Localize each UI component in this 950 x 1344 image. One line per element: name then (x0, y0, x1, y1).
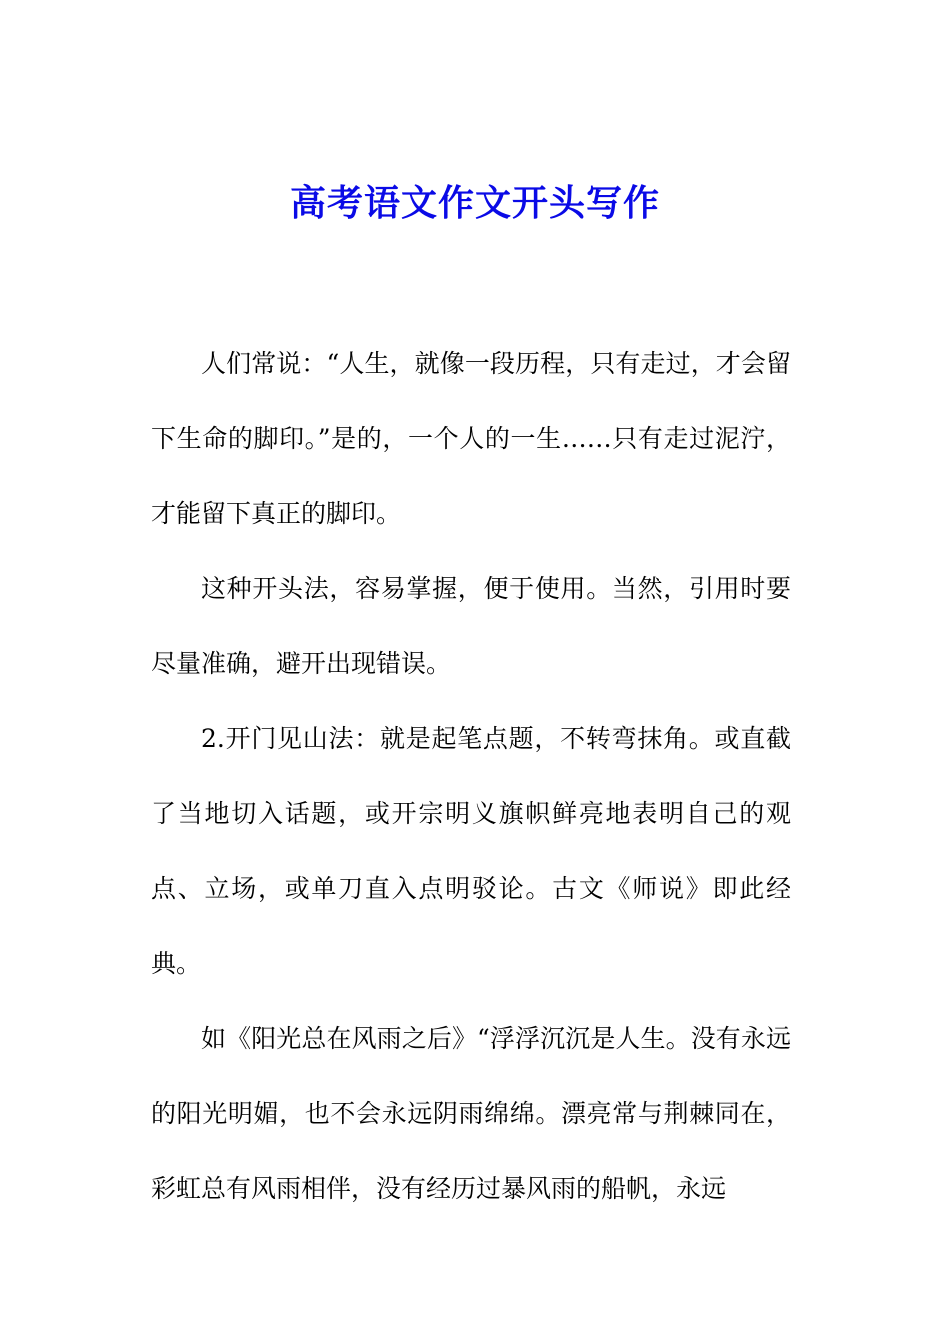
paragraph-4: 如《阳光总在风雨之后》“浮浮沉沉是人生。没有永远的阳光明媚，也不会永远阴雨绵绵。漂亮常与荆棘同在，彩虹总有风雨相伴，没有经历过暴风雨的船帆，永远 (151, 1024, 791, 1203)
document-body (151, 326, 791, 1226)
paragraph-3: 2.开门见山法：就是起笔点题，不转弯抹角。或直截了当地切入话题，或开宗明义旗帜鲜亮地表明自己的观点、立场，或单刀直入点明驳论。古文《师说》即此经典。 (151, 724, 791, 978)
paragraph-1: 人们常说：“人生，就像一段历程，只有走过，才会留下生命的脚印。”是的，一个人的一生……只有走过泥泞，才能留下真正的脚印。 (151, 349, 791, 528)
document-title: 高考语文作文开头写作 (289, 182, 660, 224)
paragraph-2: 这种开头法，容易掌握，便于使用。当然，引用时要尽量准确，避开出现错误。 (151, 574, 791, 678)
